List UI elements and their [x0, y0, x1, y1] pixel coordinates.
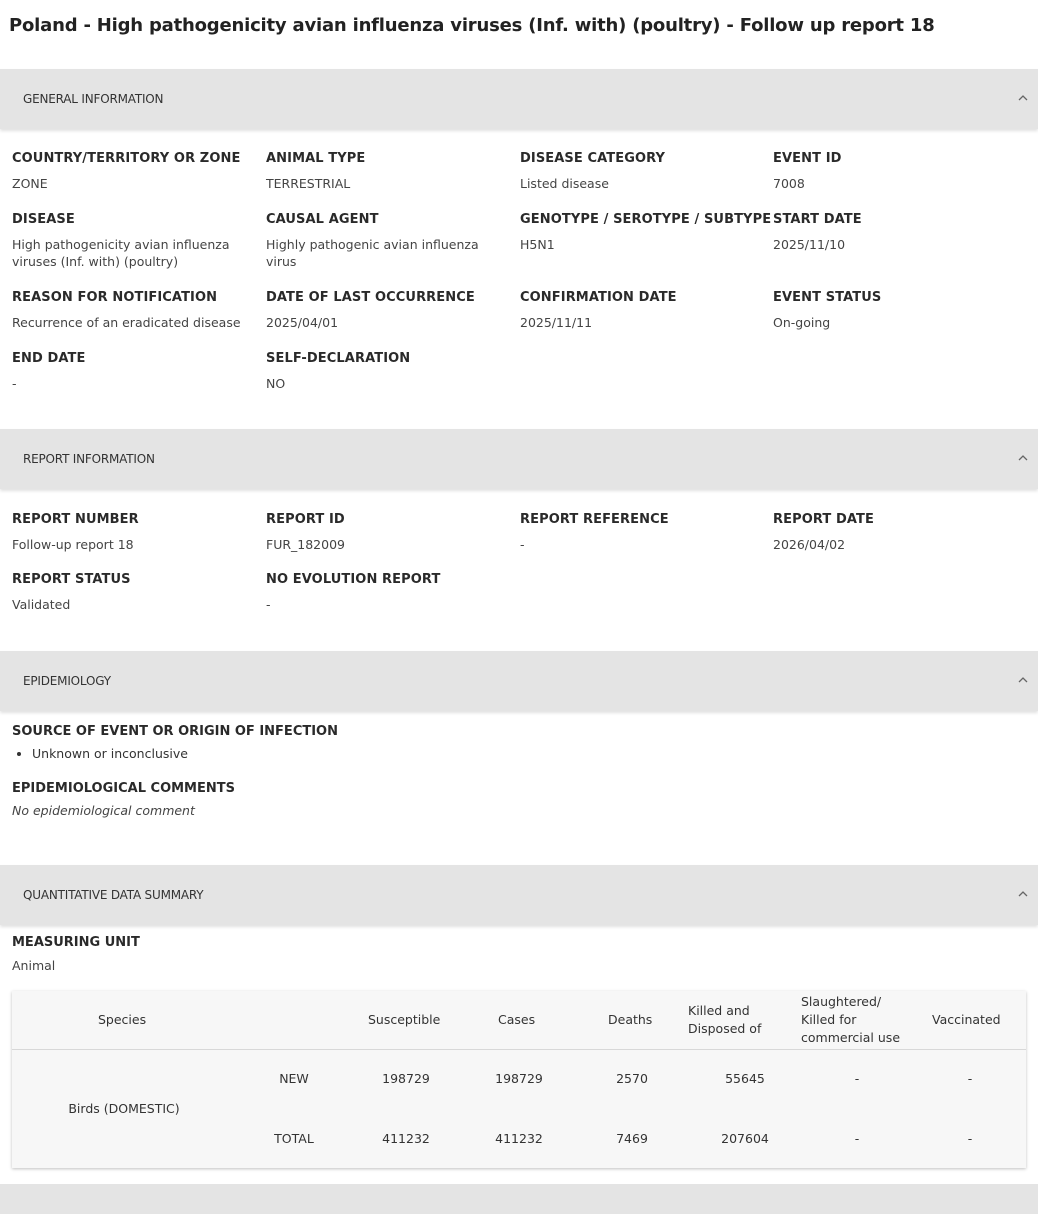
field-disease-category	[520, 151, 770, 192]
cell-deaths: 2570	[616, 1071, 648, 1086]
field-label: GENOTYPE / SEROTYPE / SUBTYPE	[520, 212, 772, 227]
field-value: H5N1	[520, 237, 555, 252]
field-last-occurrence	[266, 290, 516, 331]
field-label: MEASURING UNIT	[12, 935, 140, 950]
field-label: REPORT STATUS	[12, 572, 131, 587]
chevron-up-icon	[1018, 675, 1028, 685]
section-header-report-information[interactable]	[0, 429, 1038, 489]
field-reason-notification	[12, 290, 262, 331]
field-animal-type	[266, 151, 516, 192]
section-header-quantitative-data[interactable]	[0, 865, 1038, 925]
field-label: REASON FOR NOTIFICATION	[12, 290, 218, 305]
field-label: DATE OF LAST OCCURRENCE	[266, 290, 475, 305]
column-header-species: Species	[98, 1012, 147, 1027]
field-event-id	[773, 151, 1023, 192]
field-value: 2026/04/02	[773, 537, 846, 552]
field-confirmation-date	[520, 290, 770, 331]
species-cell: Birds (DOMESTIC)	[68, 1101, 180, 1116]
field-value: 2025/11/11	[520, 315, 593, 330]
field-value: 7008	[773, 176, 805, 191]
field-value: -	[520, 537, 525, 552]
field-label: DISEASE	[12, 212, 75, 227]
field-value: Recurrence of an eradicated disease	[12, 315, 241, 330]
cell-susceptible: 198729	[382, 1071, 430, 1086]
field-no-evolution-report	[266, 572, 516, 613]
field-value: No epidemiological comment	[12, 803, 195, 818]
row-type: NEW	[279, 1071, 309, 1086]
chevron-up-icon	[1018, 889, 1028, 899]
page-title: Poland - High pathogenicity avian influenza viruses (Inf. with) (poultry) - Follow up report 18	[9, 15, 935, 36]
field-value: ZONE	[12, 176, 48, 191]
field-report-id	[266, 512, 516, 553]
section-title: REPORT INFORMATION	[23, 452, 155, 466]
field-label: END DATE	[12, 351, 86, 366]
field-value: Listed disease	[520, 176, 609, 191]
cell-slaughtered: -	[854, 1071, 860, 1086]
section-title: GENERAL INFORMATION	[23, 92, 164, 106]
field-label: REPORT REFERENCE	[520, 512, 669, 527]
field-label: CAUSAL AGENT	[266, 212, 379, 227]
field-value: High pathogenicity avian influenza viruses (Inf. with) (poultry)	[12, 237, 230, 269]
field-value: FUR_182009	[266, 537, 345, 552]
field-value: Validated	[12, 597, 71, 612]
section-title: QUANTITATIVE DATA SUMMARY	[23, 888, 204, 902]
epidemiological-comments	[12, 781, 235, 818]
section-title: EPIDEMIOLOGY	[23, 674, 111, 688]
next-section-header[interactable]	[0, 1184, 1038, 1214]
table-header	[12, 991, 1026, 1050]
field-value: Highly pathogenic avian influenza virus	[266, 237, 479, 269]
field-value: NO	[266, 376, 286, 391]
cell-vaccinated: -	[967, 1131, 973, 1146]
field-label: START DATE	[773, 212, 862, 227]
field-value: On-going	[773, 315, 831, 330]
field-value: -	[266, 597, 271, 612]
column-header-deaths: Deaths	[608, 1012, 653, 1027]
field-label: CONFIRMATION DATE	[520, 290, 677, 305]
field-label: SELF-DECLARATION	[266, 351, 411, 366]
field-value: Animal	[12, 958, 56, 973]
field-causal-agent	[266, 212, 506, 270]
field-label: REPORT NUMBER	[12, 512, 139, 527]
cell-cases: 411232	[495, 1131, 543, 1146]
cell-susceptible: 411232	[382, 1131, 430, 1146]
field-genotype	[520, 212, 770, 253]
cell-killed: 207604	[721, 1131, 769, 1146]
quantitative-table	[12, 991, 1026, 1168]
field-label: REPORT ID	[266, 512, 345, 527]
field-end-date	[12, 351, 262, 392]
field-event-status	[773, 290, 1023, 331]
section-header-general-information[interactable]	[0, 69, 1038, 129]
field-report-status	[12, 572, 262, 613]
source-of-event	[12, 724, 338, 761]
field-label: ANIMAL TYPE	[266, 151, 366, 166]
field-report-number	[12, 512, 262, 553]
field-label: EPIDEMIOLOGICAL COMMENTS	[12, 781, 235, 796]
chevron-up-icon	[1018, 453, 1028, 463]
field-report-date	[773, 512, 1023, 553]
cell-cases: 198729	[495, 1071, 543, 1086]
field-label: REPORT DATE	[773, 512, 874, 527]
measuring-unit	[12, 935, 140, 973]
field-label: EVENT ID	[773, 151, 842, 166]
cell-deaths: 7469	[616, 1131, 648, 1146]
field-report-reference	[520, 512, 770, 553]
section-header-epidemiology[interactable]	[0, 651, 1038, 711]
field-label: DISEASE CATEGORY	[520, 151, 666, 166]
field-value: Follow-up report 18	[12, 537, 134, 552]
field-label: EVENT STATUS	[773, 290, 882, 305]
column-header-killed: Killed and Disposed of	[688, 1003, 762, 1036]
field-value: 2025/11/10	[773, 237, 846, 252]
field-country	[12, 151, 262, 192]
row-type: TOTAL	[274, 1131, 314, 1146]
field-label: NO EVOLUTION REPORT	[266, 572, 441, 587]
cell-vaccinated: -	[967, 1071, 973, 1086]
source-list	[12, 746, 338, 761]
field-label: SOURCE OF EVENT OR ORIGIN OF INFECTION	[12, 724, 338, 739]
field-value: TERRESTRIAL	[266, 176, 351, 191]
cell-slaughtered: -	[854, 1131, 860, 1146]
column-header-cases: Cases	[498, 1012, 536, 1027]
list-item: • Unknown or inconclusive	[32, 746, 338, 761]
column-header-slaughtered: Slaughtered/ Killed for commercial use	[801, 994, 901, 1045]
cell-killed: 55645	[725, 1071, 765, 1086]
field-start-date	[773, 212, 1023, 253]
field-value: 2025/04/01	[266, 315, 339, 330]
field-self-declaration	[266, 351, 516, 392]
column-header-susceptible: Susceptible	[368, 1012, 441, 1027]
field-label: COUNTRY/TERRITORY OR ZONE	[12, 151, 241, 166]
field-value: -	[12, 376, 17, 391]
field-disease	[12, 212, 252, 270]
chevron-up-icon	[1018, 93, 1028, 103]
column-header-vaccinated: Vaccinated	[932, 1012, 1001, 1027]
